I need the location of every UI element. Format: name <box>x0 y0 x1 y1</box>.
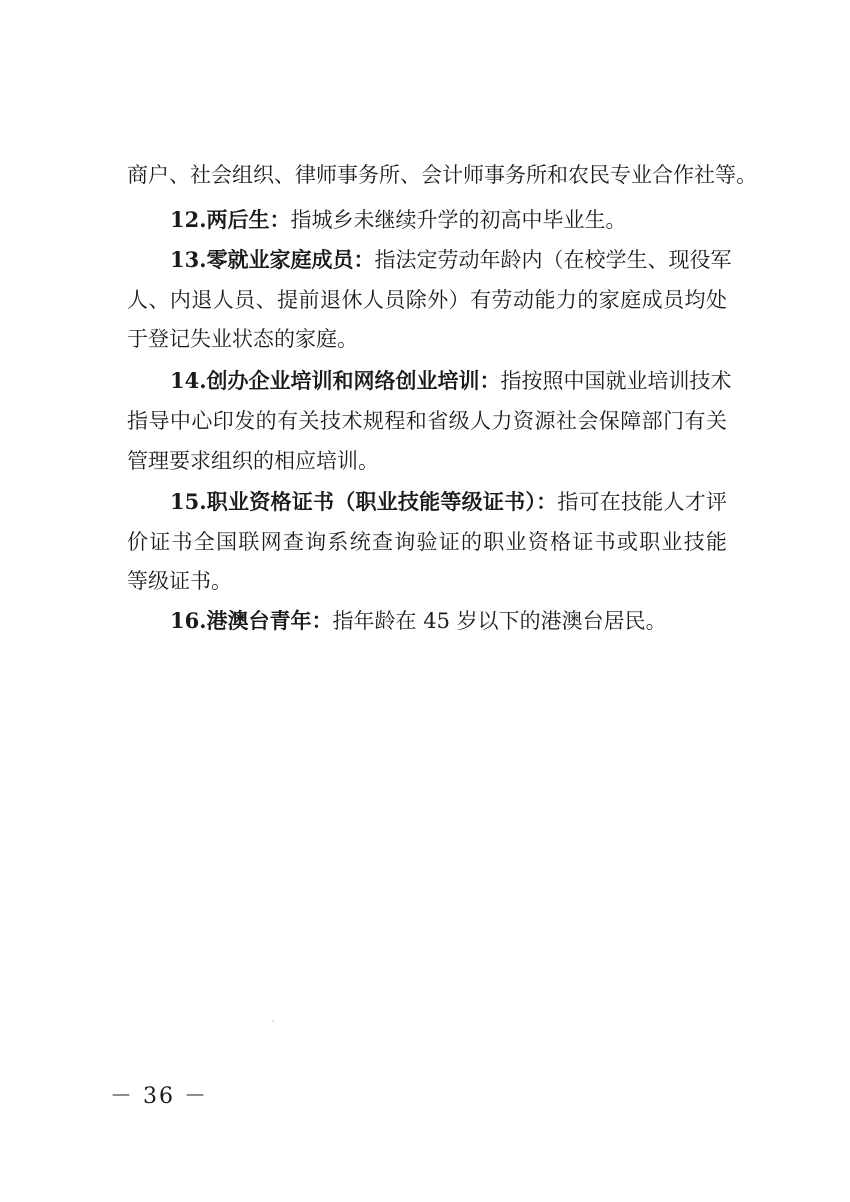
definition-text-line: 指导中心印发的有关技术规程和省级人力资源社会保障部门有关 <box>127 409 727 433</box>
definition-term: 15.职业资格证书（职业技能等级证书）： <box>170 489 558 514</box>
definition-term: 13.零就业家庭成员： <box>170 247 375 272</box>
definition-text-line: 于登记失业状态的家庭。 <box>127 327 358 351</box>
scan-speck <box>272 1020 274 1022</box>
definition-term: 16.港澳台青年： <box>170 608 333 633</box>
definition-item-15 <box>170 487 727 517</box>
definition-text-line: 价证书全国联网查询系统查询验证的职业资格证书或职业技能 <box>127 530 727 554</box>
definition-term: 12.两后生： <box>170 207 291 232</box>
definition-item-13 <box>170 245 732 275</box>
definition-item-14 <box>170 366 732 396</box>
definition-text: 指按照中国就业培训技术 <box>500 369 732 393</box>
page-number: － 36 － <box>110 1084 208 1109</box>
definition-term: 14.创办企业培训和网络创业培训： <box>170 368 501 393</box>
definition-text: 指可在技能人才评 <box>557 490 727 514</box>
definition-item-16 <box>170 606 727 636</box>
definition-text-line: 等级证书。 <box>127 569 232 593</box>
definition-item-12 <box>170 205 727 235</box>
definition-text: 指年龄在 45 岁以下的港澳台居民。 <box>332 609 667 633</box>
definition-text-line: 管理要求组织的相应培训。 <box>127 449 379 473</box>
definition-text: 指城乡未继续升学的初高中毕业生。 <box>290 208 627 232</box>
continuation-line: 商户、社会组织、律师事务所、会计师事务所和农民专业合作社等。 <box>127 163 757 187</box>
definition-text-line: 人、内退人员、提前退休人员除外）有劳动能力的家庭成员均处 <box>127 288 727 312</box>
definition-text: 指法定劳动年龄内（在校学生、现役军 <box>374 248 732 272</box>
